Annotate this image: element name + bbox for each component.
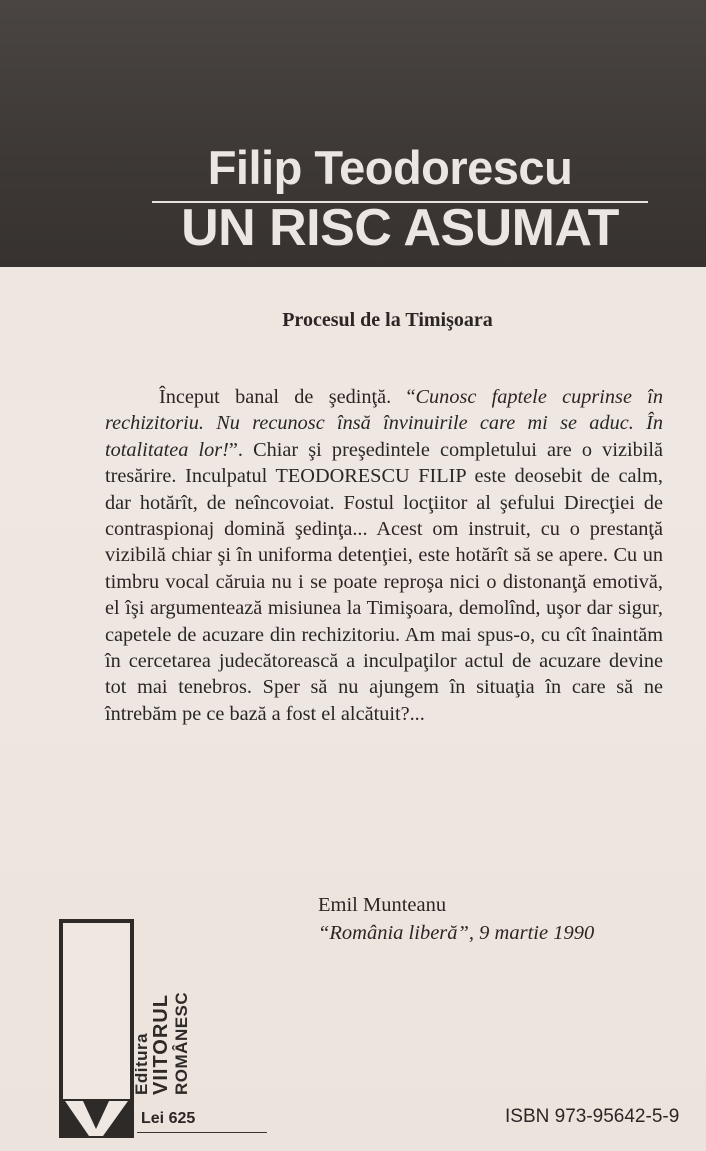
publisher-line-1: Editura <box>132 1032 151 1095</box>
signature-name: Emil Munteanu <box>318 894 447 916</box>
review-quote: Cunosc faptele cuprinse în rechizitoriu. Nu recunosc însă învinuirile care mi se aduc. În totalitatea lor! <box>105 386 663 461</box>
publisher-logo-panel <box>63 923 130 1099</box>
isbn-number: ISBN 973-95642-5-9 <box>505 1106 680 1127</box>
review-paragraph <box>105 384 663 727</box>
review-heading: Procesul de la Timişoara <box>282 309 493 331</box>
price-label: Lei 625 <box>141 1110 196 1127</box>
review-segment: Început banal de şedinţă. <box>159 386 407 408</box>
signature-source: “România liberă”, 9 martie 1990 <box>318 922 595 944</box>
publisher-line-3: ROMÂNESC <box>172 991 191 1095</box>
review-body <box>105 384 663 727</box>
review-segment: ”. Chiar şi preşedintele completului are o vizibilă tresărire. Inculpatul TEODORESCU FILIP este deosebit de calm, dar hotărît, de neîncovoiat. Fostul locţiitor al şefului Direcţiei de contraspionaj domină şedinţa... Acest om instruit, cu o prestanţă vizibilă chiar şi în uniforma detenţiei, este hotărît să se apere. Cu un timbru vocal căruia nu i se poate reproşa nici o distonanţă emotivă, el îşi argumentează misiunea la Timişoara, demolînd, uşor dar sigur, capetele de acuzare din rechizitoriu. Am mai spus-o, cu cît înaintăm în cercetarea judecătorească a inculpaţilor actul de acuzare devine tot mai tenebros. Sper să nu ajungem în situaţia în care să ne întrebăm pe ce bază a fost el alcătuit?... <box>105 438 663 725</box>
book-title: UN RISC ASUMAT <box>181 199 619 257</box>
review-signature <box>318 891 594 947</box>
price-underline <box>137 1132 267 1133</box>
cover-header-band <box>0 0 706 267</box>
review-segment: “ <box>406 386 416 408</box>
author-name: Filip Teodorescu <box>207 141 573 194</box>
publisher-v-icon <box>59 1099 134 1138</box>
publisher-line-2: VIITORUL <box>150 994 172 1095</box>
publisher-name <box>132 923 191 1095</box>
